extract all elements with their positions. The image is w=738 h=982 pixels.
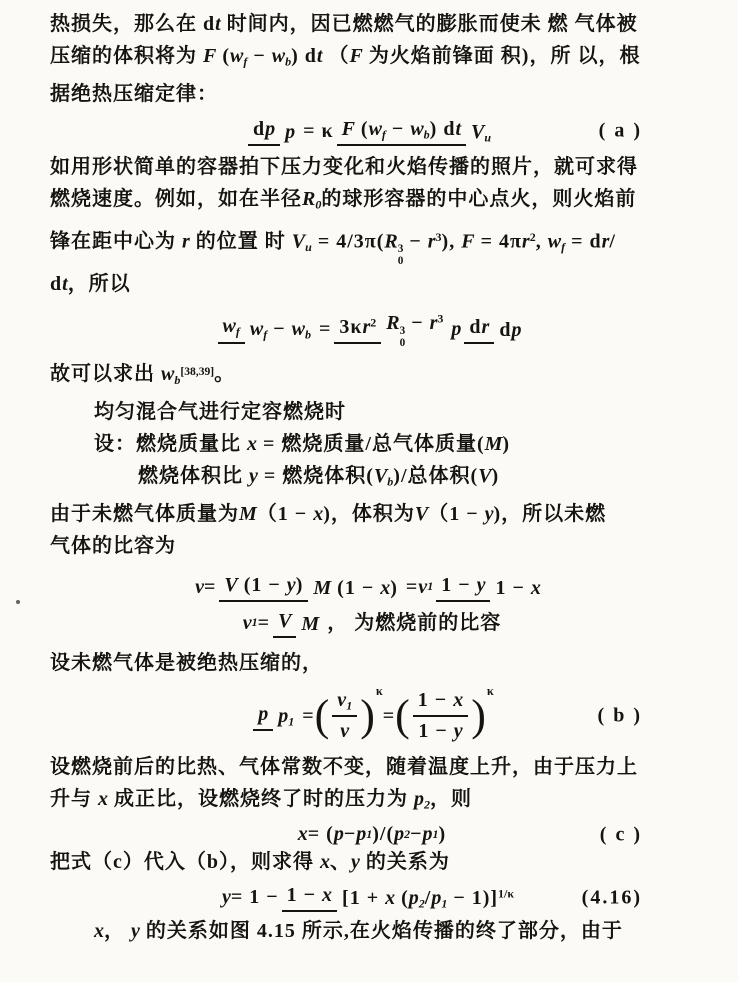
text-run: 锋在距中心为: [50, 230, 182, 253]
equation-term: [243, 612, 270, 635]
superscript: 2: [370, 315, 377, 330]
fraction: [337, 117, 497, 147]
text-run: = 燃烧质量/总气体质量(: [257, 433, 485, 456]
text-run: 3κ: [339, 315, 363, 338]
math-variable: V: [224, 573, 238, 596]
equation-body: [215, 309, 530, 350]
math-variable: V: [278, 609, 292, 632]
math-variable: w: [547, 230, 562, 253]
math-variable: p: [356, 823, 367, 846]
superscript: 3: [399, 324, 406, 337]
para-wb-result: [50, 356, 694, 396]
text-run: ): [390, 576, 398, 599]
para-vessel-line-2: [50, 183, 694, 221]
text-run: = (: [307, 823, 334, 846]
math-variable: p: [333, 823, 344, 846]
text-run: 设未燃气体是被绝热压缩的，: [50, 651, 323, 674]
math-variable: F: [341, 117, 355, 140]
text-run: )/总体积(: [393, 465, 479, 488]
math-variable: x: [530, 576, 541, 599]
subscript: 1: [288, 714, 295, 729]
text-run: 均匀混合气进行定容燃烧时: [94, 401, 346, 424]
text-run: ): [295, 573, 304, 596]
superscript: 3: [397, 243, 404, 256]
fraction: [464, 315, 526, 344]
close-paren-icon: ): [360, 691, 375, 741]
denominator: [308, 574, 403, 601]
text-run: /: [609, 230, 616, 253]
math-variable: y: [131, 920, 140, 943]
superscript: 2: [529, 229, 536, 244]
equation-burning-velocity: [50, 309, 694, 350]
math-variable: p: [265, 117, 276, 140]
math-variable: w: [271, 45, 286, 67]
subscript: b: [387, 474, 394, 489]
equation-specific-volume: [50, 573, 694, 602]
math-variable: M: [301, 612, 320, 635]
text-run: = 燃烧体积(: [257, 465, 374, 488]
text-run: −: [247, 45, 272, 67]
equation-tag: ( b ): [597, 704, 642, 727]
math-variable: t: [455, 117, 462, 140]
text-run: ，所以: [67, 272, 131, 295]
para-pressure-line-2: [50, 783, 694, 821]
equation-b: [50, 683, 694, 745]
text-run: 1 −: [441, 573, 477, 596]
math-variable: v: [340, 720, 350, 743]
denominator: [245, 315, 316, 343]
text-run: = 4π: [474, 230, 522, 253]
math-variable: y: [286, 573, 296, 596]
text-run: (: [354, 117, 369, 140]
text-run: (1 −: [331, 576, 381, 599]
fraction: [282, 883, 519, 912]
numerator: [253, 702, 273, 731]
text-run: (: [216, 45, 231, 67]
math-variable: r: [362, 315, 371, 338]
para-figure-reference: [50, 915, 694, 947]
para-vessel-line-3: [50, 221, 694, 268]
fraction: [413, 688, 468, 744]
text-run: （1 −: [428, 502, 485, 525]
math-variable: p: [285, 120, 296, 143]
text-run: d: [252, 117, 266, 140]
denominator: [494, 316, 526, 343]
math-variable: p: [431, 886, 442, 909]
close-paren-icon: ): [471, 691, 486, 741]
text-run: 压缩的体积将为: [50, 45, 203, 67]
citation-reference: [38,39]: [180, 365, 215, 379]
math-variable: p: [414, 788, 424, 811]
text-run: 把式（c）代入（b），则求得: [50, 851, 320, 874]
fraction: [253, 702, 299, 731]
math-variable: F: [203, 45, 217, 67]
math-variable: V: [373, 465, 388, 488]
numerator: [413, 688, 468, 717]
text-run: ，: [104, 920, 131, 943]
fraction: [334, 309, 448, 350]
subscript: 2: [418, 896, 425, 911]
text-run: = 1 −: [230, 886, 279, 909]
math-variable: w: [410, 117, 424, 140]
text-run: −: [267, 318, 292, 341]
numerator: [337, 117, 466, 147]
math-variable: y: [351, 851, 360, 874]
text-run: 如用形状简单的容器拍下压力变化和火焰传播的照片，就可求得: [50, 156, 638, 179]
equation-a: [50, 117, 694, 147]
text-run: d: [469, 315, 482, 338]
equation-term: [195, 576, 216, 599]
math-variable: p: [278, 705, 289, 728]
equation-c: [50, 823, 694, 846]
subscript: b: [285, 54, 292, 69]
equation-body: [250, 683, 494, 745]
text-run: 设：燃烧质量比: [94, 433, 247, 456]
subscript: u: [305, 239, 312, 254]
subscript: 2: [404, 826, 411, 841]
subscript: f: [263, 327, 268, 342]
text-run: −: [385, 117, 411, 140]
math-variable: y: [453, 720, 463, 743]
math-variable: t: [215, 13, 221, 35]
math-variable: p: [408, 886, 419, 909]
math-variable: V: [291, 230, 306, 253]
math-variable: v: [337, 688, 347, 711]
subscript: 1: [441, 896, 448, 911]
denominator: [332, 717, 357, 744]
text-run: =: [302, 704, 315, 727]
open-paren-icon: (: [314, 691, 330, 741]
math-variable: V: [471, 120, 485, 143]
math-variable: V: [478, 465, 492, 488]
math-variable: x: [94, 920, 104, 943]
equation-body: [243, 609, 501, 638]
para-define-y: [50, 460, 694, 498]
denominator: [296, 610, 324, 637]
denominator: [381, 309, 448, 350]
math-variable: x: [385, 886, 396, 909]
subscript: f: [235, 324, 240, 339]
math-variable: w: [161, 363, 175, 386]
text-run: 1 −: [495, 576, 531, 599]
numerator: [332, 688, 357, 718]
text-run: 成正比，设燃烧终了时的压力为: [108, 788, 414, 811]
text-run: − 1)]: [447, 886, 499, 909]
fraction: [219, 573, 403, 602]
text-run: = 4/3π(: [311, 230, 385, 253]
text-run: =: [203, 575, 217, 598]
math-variable: R: [384, 230, 398, 253]
numerator: [464, 315, 494, 344]
subscript: 0: [315, 197, 322, 212]
math-variable: x: [380, 576, 391, 599]
denominator: [280, 118, 300, 145]
equation-body: [298, 823, 446, 846]
equation-v1: [50, 609, 694, 638]
numerator: [248, 117, 280, 146]
math-variable: p: [422, 823, 433, 846]
open-paren-icon: (: [395, 691, 410, 741]
text-run: −: [343, 823, 357, 846]
text-run: = d: [565, 230, 602, 253]
text-run: 时间内，因已燃燃气的膨胀而使未 燃 气体被: [220, 13, 638, 35]
text-run: 故可以求出: [50, 363, 161, 386]
subscript: 1: [251, 615, 258, 630]
text-run: ) d: [291, 45, 317, 67]
math-variable: M: [239, 502, 257, 525]
denominator: [413, 717, 468, 744]
para-constant-volume: [50, 396, 694, 428]
denominator: [490, 574, 545, 601]
denominator: [337, 884, 519, 912]
text-run: =: [405, 575, 419, 598]
superscript: 3: [435, 229, 442, 244]
para-heat-loss-line-2: [50, 40, 694, 78]
text-run: 燃烧体积比: [138, 465, 249, 488]
numerator: [218, 314, 245, 344]
equation-tag: (4.16): [581, 886, 642, 909]
equation-term: [327, 612, 501, 635]
math-variable: w: [368, 117, 382, 140]
parenthesized-power: [314, 683, 383, 745]
equation-term: [383, 705, 395, 728]
subscript: 0: [397, 255, 404, 268]
math-variable: t: [316, 45, 323, 67]
text-run: 升与: [50, 788, 98, 811]
math-variable: r: [182, 230, 190, 253]
subscript: b: [174, 373, 181, 388]
text-run: 1 −: [286, 884, 323, 907]
text-run: （1 −: [256, 502, 314, 525]
text-run: ): [502, 433, 511, 456]
text-run: )，所以未燃: [493, 502, 607, 525]
math-variable: y: [484, 502, 494, 525]
fraction: [248, 117, 300, 146]
text-run: 、: [330, 851, 351, 874]
math-variable: r: [427, 230, 436, 253]
math-variable: F: [461, 230, 475, 253]
math-variable: x: [98, 788, 108, 811]
equation-term: [319, 318, 331, 341]
subscript: f: [243, 54, 248, 69]
equation-term: [302, 705, 314, 728]
fraction: [273, 609, 324, 638]
text-run: 为火焰前锋面 积)，所 以，根: [362, 45, 641, 67]
text-run: 燃烧速度。例如，如在半径: [50, 188, 302, 211]
text-run: ，则: [430, 788, 472, 811]
subscript: f: [381, 127, 386, 142]
fraction: [218, 314, 316, 344]
text-run: (1 −: [237, 573, 287, 596]
text-run: )，体积为: [323, 502, 415, 525]
numerator: [334, 315, 381, 344]
superscript: 3: [437, 311, 444, 326]
text-run: =: [257, 611, 271, 634]
text-run: −: [410, 823, 423, 846]
subscript: 1: [346, 698, 353, 713]
math-variable: x: [320, 851, 330, 874]
text-run: ,: [535, 230, 548, 253]
text-run: 1 −: [418, 720, 454, 743]
text-run: = κ: [303, 119, 334, 142]
para-heat-loss-line-1: [50, 8, 694, 40]
text-run: /: [424, 886, 432, 909]
equation-body: [222, 883, 522, 912]
math-variable: x: [247, 433, 257, 456]
math-variable: x: [313, 502, 324, 525]
text-run: 据绝热压缩定律：: [50, 82, 218, 105]
exponent: κ: [486, 684, 494, 699]
equation-term: [298, 823, 446, 846]
equation-4-16: [50, 883, 694, 912]
math-variable: V: [414, 502, 429, 525]
para-adiabatic: [50, 647, 694, 679]
para-heat-loss-line-3: [50, 78, 694, 110]
math-variable: v: [242, 611, 252, 634]
text-run: 的位置 时: [189, 230, 292, 253]
numerator: [436, 573, 490, 602]
math-variable: r: [601, 230, 610, 253]
math-variable: p: [258, 702, 269, 725]
text-run: （: [322, 45, 350, 67]
parenthesized-power: [395, 684, 494, 744]
subscript: 1: [366, 826, 373, 841]
equation-body: [195, 573, 549, 602]
math-variable: w: [249, 318, 264, 341]
subscript: f: [561, 239, 566, 254]
superscript: 1/κ: [498, 886, 515, 901]
para-pressure-line-1: [50, 751, 694, 783]
text-run: [1 +: [342, 886, 386, 909]
math-variable: w: [291, 318, 305, 341]
subscript: u: [484, 130, 492, 145]
math-variable: w: [222, 315, 236, 338]
math-variable: t: [62, 272, 68, 295]
text-run: 1 −: [417, 689, 454, 712]
text-run: 的关系如图 4.15 所示,在火焰传播的终了部分，由于: [139, 920, 623, 943]
exponent: κ: [375, 683, 383, 698]
para-define-x: [50, 428, 694, 460]
denominator: [466, 118, 496, 146]
equation-term: [406, 576, 433, 599]
numerator: [282, 883, 337, 912]
text-run: d: [499, 318, 512, 341]
text-run: −: [405, 311, 430, 334]
text-run: 的关系为: [359, 851, 450, 874]
math-variable: R: [386, 311, 400, 334]
subscript: 2: [424, 798, 430, 813]
para-vessel-line-1: [50, 151, 694, 183]
subscript: 1: [427, 579, 434, 594]
math-variable: y: [249, 465, 258, 488]
math-variable: x: [453, 689, 464, 712]
math-variable: y: [476, 573, 486, 596]
subscript: 1: [432, 826, 439, 841]
math-variable: w: [230, 45, 244, 67]
fraction: [332, 688, 357, 745]
text-run: (: [395, 886, 409, 909]
para-vessel-line-4: [50, 268, 694, 300]
para-unburned-line-2: [50, 530, 694, 562]
equation-body: [245, 117, 499, 147]
scan-artifact-dot: [16, 600, 20, 604]
text-run: −: [403, 230, 428, 253]
math-variable: p: [394, 823, 405, 846]
equation-tag: ( a ): [598, 119, 642, 142]
math-variable: M: [484, 433, 503, 456]
text-run: ): [438, 823, 447, 846]
math-variable: y: [221, 886, 231, 909]
para-unburned-line-1: [50, 498, 694, 530]
equation-term: [222, 886, 279, 909]
math-variable: M: [313, 576, 332, 599]
text-run: 。: [214, 363, 236, 386]
text-run: =: [318, 317, 332, 340]
math-variable: v: [418, 575, 428, 598]
math-variable: r: [429, 311, 438, 334]
text-run: ): [491, 465, 500, 488]
para-substitute: [50, 846, 694, 878]
text-run: 热损失，那么在 d: [50, 13, 216, 35]
math-variable: p: [511, 318, 522, 341]
text-run: 的球形容器的中心点火，则火焰前: [321, 188, 637, 211]
numerator: [219, 573, 308, 602]
text-run: 由于未燃气体质量为: [50, 502, 239, 525]
math-variable: x: [322, 884, 333, 907]
subscript: b: [423, 127, 430, 142]
math-variable: x: [297, 823, 308, 846]
math-variable: r: [481, 315, 490, 338]
math-variable: F: [349, 45, 363, 67]
equation-term: [451, 318, 461, 341]
subscript: 0: [399, 336, 406, 349]
denominator: [273, 702, 299, 730]
subscript: b: [304, 327, 311, 342]
text-run: ) d: [429, 117, 456, 140]
text-run: d: [50, 272, 63, 295]
text-run: 气体的比容为: [50, 534, 176, 557]
math-variable: r: [521, 230, 530, 253]
math-variable: p: [451, 317, 462, 340]
numerator: [273, 609, 296, 638]
equation-term: [303, 120, 334, 143]
equation-tag: ( c ): [599, 823, 642, 846]
text-run: )/(: [372, 823, 395, 846]
text-run: =: [382, 704, 396, 727]
fraction: [436, 573, 546, 602]
text-run: ),: [441, 230, 462, 253]
math-variable: v: [195, 575, 204, 598]
math-variable: R: [302, 188, 316, 211]
text-run: ， 为燃烧前的比容: [327, 611, 502, 634]
text-run: 设燃烧前后的比热、气体常数不变，随着温度上升，由于压力上: [50, 756, 638, 779]
